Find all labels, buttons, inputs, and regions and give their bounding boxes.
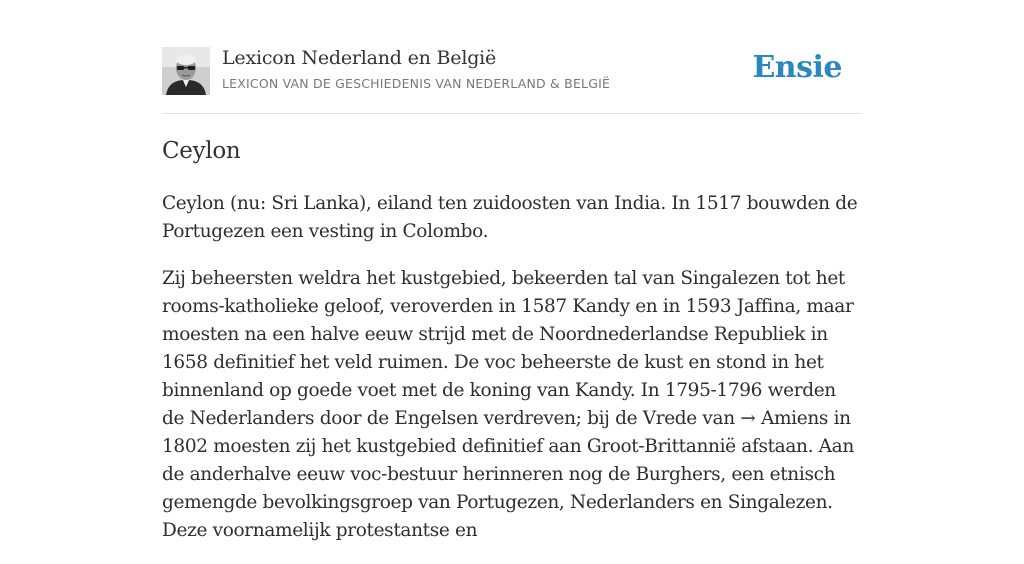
arrow-right-icon: → (740, 408, 756, 429)
brand-logo[interactable]: Ensie (752, 50, 842, 85)
person-portrait-icon[interactable] (162, 47, 210, 95)
article-paragraph: Ceylon (nu: Sri Lanka), eiland ten zuidoosten van India. In 1517 bouwden de Portugezen een vesting in Colombo. (162, 193, 858, 242)
paragraph-text: Zij beheersten weldra het kustgebied, bekeerden tal van Singalezen tot het rooms-katholieke geloof, veroverden in 1587 Kandy en in 1593 Jaffina, maar moesten na een halve eeuw strijd met de Noordnederlandse Republiek in 1658 definitief het veld ruimen. De voc beheerste de kust en stond in het binnenland op goede voet met de koning van Kandy. In 1795-1796 werden de Nederlanders door de Engelsen verdreven; bij de Vrede van (162, 268, 854, 429)
amiens-link[interactable]: Amiens (760, 408, 829, 429)
paragraph-text: in 1802 moesten zij het kustgebied definitief aan Groot-Brittannië afstaan. Aan de anderhalve eeuw voc-bestuur herinneren nog de Burghers, een etnisch gemengde bevolkingsgroep van Portugezen, Nederlanders en Singalezen. Deze voornamelijk protestantse en (162, 408, 854, 541)
lexicon-subtitle: LEXICON VAN DE GESCHIEDENIS VAN NEDERLAND & BELGIË (222, 76, 611, 91)
site-header (162, 44, 862, 114)
article-paragraph (162, 265, 862, 545)
article-body (162, 190, 862, 564)
lexicon-title[interactable]: Lexicon Nederland en België (222, 47, 497, 69)
page-title: Ceylon (162, 138, 241, 164)
